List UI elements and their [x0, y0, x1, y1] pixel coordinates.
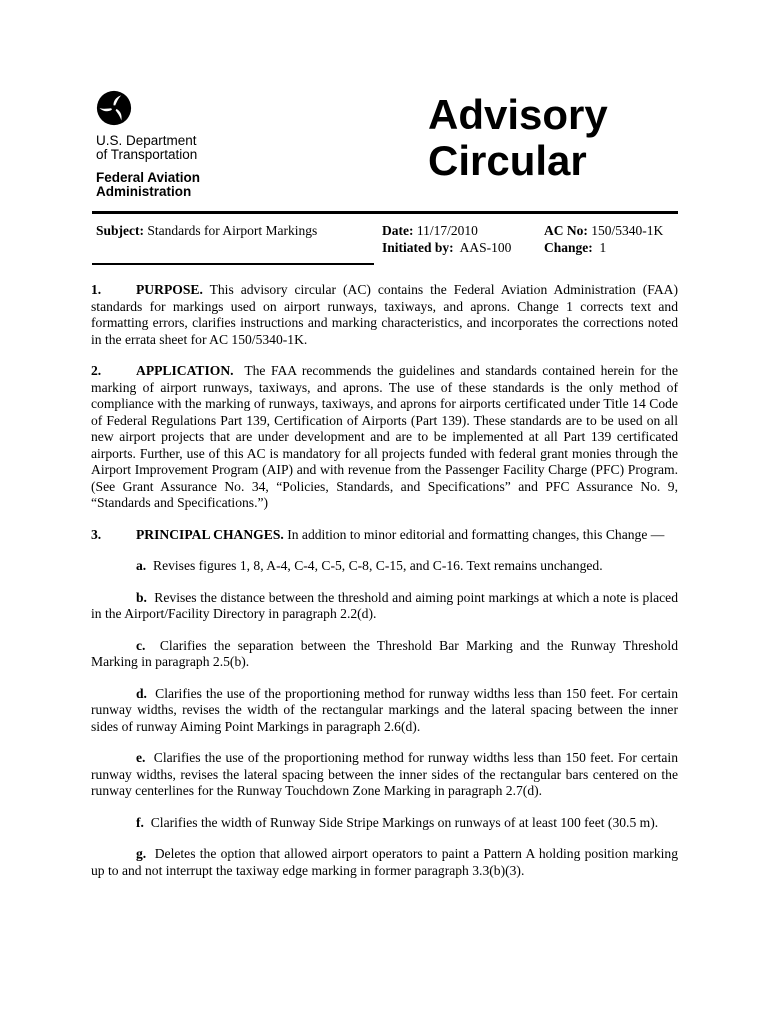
acno-label: AC No:: [544, 223, 588, 238]
agency-line-2: Administration: [96, 183, 192, 199]
change-item-label: d.: [136, 685, 147, 701]
change-label: Change:: [544, 240, 593, 255]
section-text: This advisory circular (AC) contains the Federal Aviation Administration (FAA) standards for markings used on airport runways, taxiways, and aprons. Change 1 corrects text and formatting errors, clarifies instructions and marking characteristics, and incorporates the corrections noted in the errata sheet for AC 150/5340-1K.: [91, 282, 679, 347]
section-number: 2.: [91, 363, 102, 378]
agency-line-1: Federal Aviation: [96, 170, 201, 185]
change-item-b: [91, 590, 678, 623]
change-item-label: b.: [136, 589, 147, 605]
dept-line-1: U.S. Department: [96, 133, 197, 148]
date-block: [382, 222, 511, 256]
change-item-g: [91, 846, 678, 879]
section-heading: APPLICATION.: [136, 363, 234, 378]
department-name: [96, 134, 197, 162]
change-item-text: Clarifies the use of the proportioning method for runway widths less than 150 feet. For certain runway widths, revises the width of the rectangular markings and the lateral spacing between the inner sides of runway Aiming Point Markings in paragraph 2.6(d).: [91, 685, 679, 734]
agency-name: [96, 171, 200, 198]
change-item-label: e.: [136, 750, 146, 765]
initiated-label: Initiated by:: [382, 240, 454, 255]
title-line-2: Circular: [428, 137, 587, 184]
acno-block: [544, 222, 663, 256]
date-label: Date:: [382, 223, 414, 238]
acno-value: 150/5340-1K: [591, 223, 664, 238]
subject-label: Subject:: [96, 223, 144, 238]
section-number: 1.: [91, 282, 102, 297]
change-item-d: [91, 686, 678, 736]
section-heading: PRINCIPAL CHANGES.: [136, 526, 284, 542]
document-title: [428, 92, 608, 184]
dept-line-2: of Transportation: [96, 147, 198, 162]
change-item-text: Clarifies the width of Runway Side Stripe Markings on runways of at least 100 feet (30.5 m).: [150, 814, 659, 830]
title-line-1: Advisory: [428, 91, 608, 138]
initiated-value: AAS-100: [459, 240, 512, 255]
change-item-text: Clarifies the use of the proportioning method for runway widths less than 150 feet. For certain runway widths, revises the lateral spacing between the inner sides of the rectangular bars centered on the runway centerlines for the Runway Touchdown Zone Marking in paragraph 2.7(d).: [91, 750, 679, 798]
section-text: In addition to minor editorial and formatting changes, this Change —: [287, 526, 665, 542]
section-heading: PURPOSE.: [136, 282, 203, 297]
change-item-text: Clarifies the separation between the Threshold Bar Marking and the Runway Threshold Marking in paragraph 2.5(b).: [91, 637, 679, 669]
section-application: [91, 363, 678, 512]
section-principal-changes: [91, 527, 678, 544]
dot-logo-icon: [96, 90, 132, 126]
change-value: 1: [599, 240, 607, 255]
change-item-label: f.: [136, 814, 144, 830]
section-text: The FAA recommends the guidelines and standards contained herein for the marking of airport runways, taxiways, and aprons. The use of these standards is the only method of compliance with the marking of runways, taxiways, and aprons for airports certificated under Title 14 Code of Federal Regulations Part 139, Certification of Airports (Part 139). These standards are to be used on all new airport projects that are under development and are to be implemented at all Part 139 certificated airports. Further, use of this AC is mandatory for all projects funded with federal grant monies through the Airport Improvement Program (AIP) and with revenue from the Passenger Facility Charge (PFC) Program. (See Grant Assurance No. 34, “Policies, Standards, and Specifications” and PFC Assurance No. 9, “Standards and Specifications.”): [91, 363, 678, 510]
change-item-f: [91, 815, 678, 832]
header-rule: [92, 211, 678, 214]
section-number: 3.: [91, 526, 102, 542]
change-item-text: Deletes the option that allowed airport operators to paint a Pattern A holding position marking up to and not interrupt the taxiway edge marking in former paragraph 3.3(b)(3).: [91, 846, 678, 878]
change-item-label: a.: [136, 558, 147, 573]
change-item-c: [91, 638, 678, 671]
change-item-e: [91, 750, 678, 800]
section-purpose: [91, 282, 678, 348]
subject-rule: [92, 263, 374, 265]
change-item-text: Revises figures 1, 8, A-4, C-4, C-5, C-8, C-15, and C-16. Text remains unchanged.: [153, 558, 603, 573]
date-value: 11/17/2010: [416, 223, 478, 238]
change-item-label: c.: [136, 637, 146, 653]
subject-value: Standards for Airport Markings: [147, 223, 318, 238]
change-item-label: g.: [136, 846, 147, 861]
change-item-text: Revises the distance between the threshold and aiming point markings at which a note is placed in the Airport/Facility Directory in paragraph 2.2(d).: [91, 589, 679, 621]
change-item-a: [91, 558, 678, 575]
document-body: [91, 282, 678, 894]
subject-block: [96, 222, 317, 239]
